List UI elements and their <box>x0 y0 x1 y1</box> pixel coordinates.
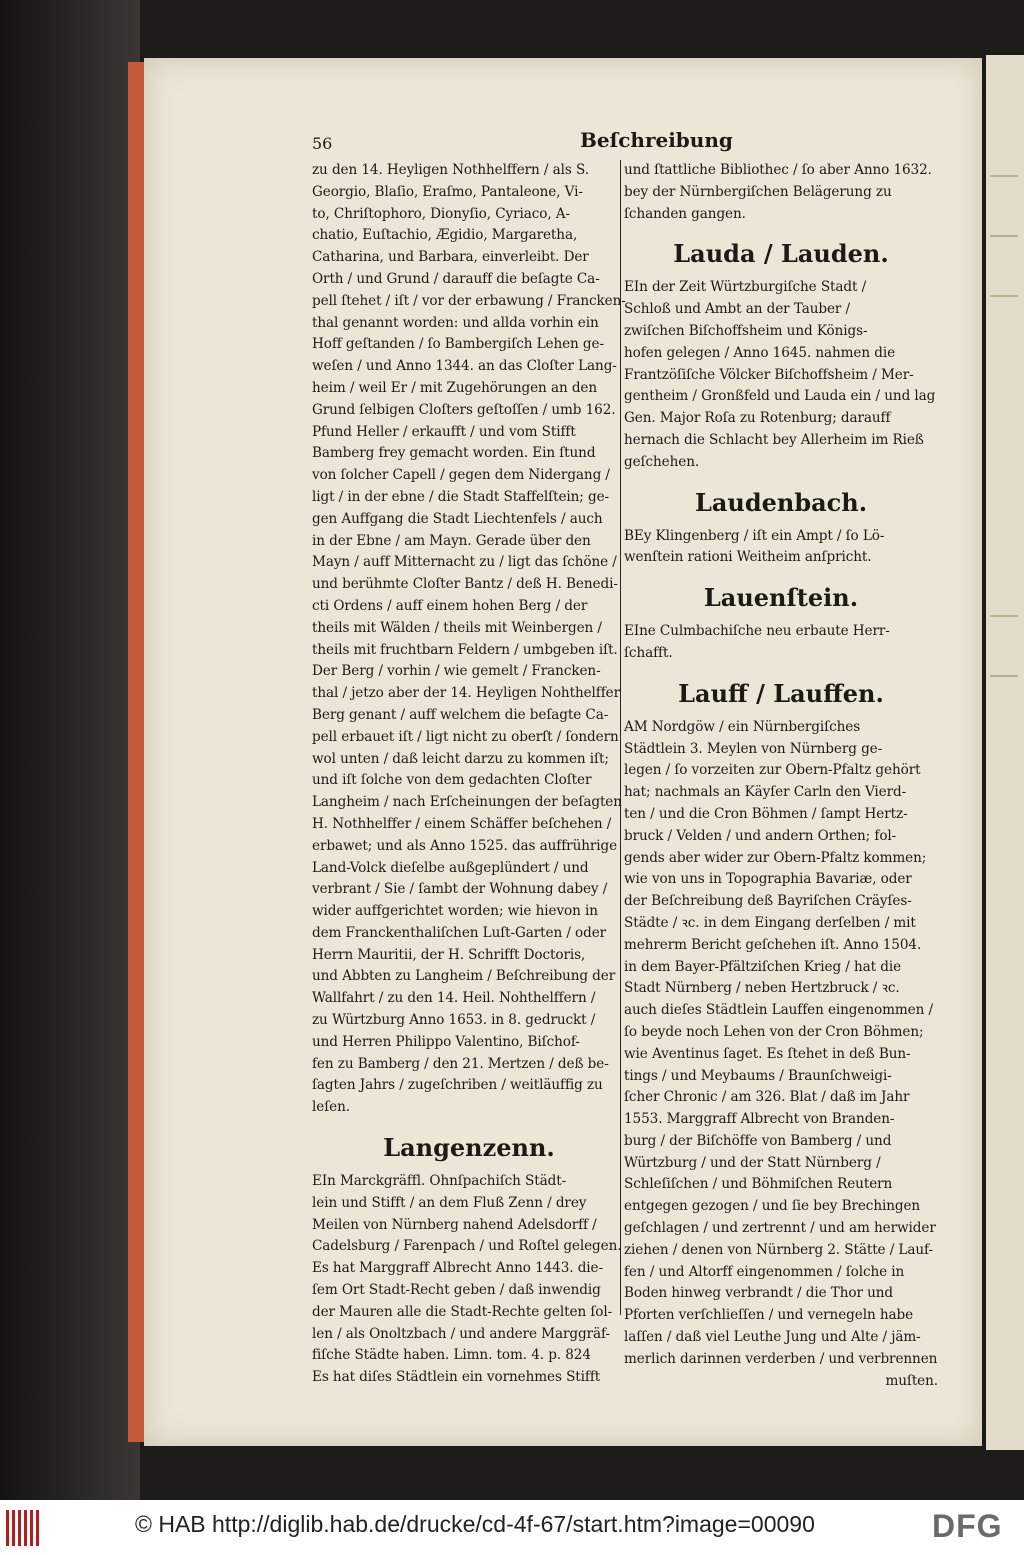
text-line: to, Chriſtophoro, Dionyſio, Cyriaco, A- <box>312 205 570 222</box>
text-line: Land-Volck dieſelbe außgeplündert / und <box>312 859 589 876</box>
catchword-line: muſten. <box>885 1372 938 1389</box>
text-line: in dem Bayer-Pfältziſchen Krieg / hat die <box>624 958 902 975</box>
text-line: entgegen gezogen / und ſie bey Brechingen <box>624 1198 921 1215</box>
text-line: Städtlein 3. Meylen von Nürnberg ge- <box>624 740 883 757</box>
text-line: 1553. Marggraff Albrecht von Branden- <box>624 1111 895 1128</box>
heading-langenzenn: Langenzenn. <box>383 1133 555 1163</box>
text-line: BEy Klingenberg / iſt ein Ampt / ſo Lö- <box>624 527 885 544</box>
left-text-block-a <box>312 160 626 1119</box>
text-line: gentheim / Gronßfeld und Lauda ein / und lag <box>624 388 936 405</box>
text-line: ſcher Chronic / am 326. Blat / daß im Jahr <box>624 1089 910 1106</box>
text-line: Cadelsburg / Farenpach / und Roſtel gelegen. <box>312 1238 622 1255</box>
text-line: chatio, Euſtachio, Ægidio, Margaretha, <box>312 227 578 244</box>
left-text-block-b <box>312 1171 626 1389</box>
text-line: Gen. Major Roſa zu Rotenburg; darauff <box>624 410 891 427</box>
left-column <box>312 160 626 1389</box>
text-line: wider auffgerichtet worden; wie hievon in <box>312 903 598 920</box>
text-line: geſchehen. <box>624 453 700 470</box>
text-line: tings / und Meybaums / Braunſchweigi- <box>624 1067 892 1084</box>
text-line: Schloß und Ambt an der Tauber / <box>624 301 851 318</box>
text-line: pell erbauet iſt / ligt nicht zu oberſt / ſondern <box>312 728 619 745</box>
text-line: hernach die Schlacht bey Allerheim im Rieß <box>624 431 924 448</box>
text-line: bey der Nürnbergiſchen Belägerung zu <box>624 183 892 200</box>
text-line: Städte / ꝛc. in dem Eingang derſelben / mit <box>624 914 916 931</box>
text-line: Mayn / auff Mitternacht zu / ligt das ſchöne / <box>312 554 617 571</box>
text-line: zu Würtzburg Anno 1653. in 8. gedruckt / <box>312 1012 596 1029</box>
text-line: Catharina, und Barbara, einverleibt. Der <box>312 249 589 266</box>
text-line: ſchanden gangen. <box>624 205 746 222</box>
text-line: weſen / und Anno 1344. an das Cloſter Lang- <box>312 358 617 375</box>
text-line: EIn Marckgräffl. Ohnſpachiſch Städt- <box>312 1173 567 1190</box>
text-line: fen zu Bamberg / den 21. Mertzen / deß be- <box>312 1055 609 1072</box>
text-line: leſen. <box>312 1099 350 1116</box>
text-line: gen Auffgang die Stadt Liechtenfels / auch <box>312 510 603 527</box>
text-line: in der Ebne / am Mayn. Gerade über den <box>312 532 591 549</box>
text-line: gends aber wider zur Obern-Pfaltz kommen; <box>624 849 927 866</box>
right-text-block-e <box>624 717 938 1371</box>
text-line: der Beſchreibung deß Bayriſchen Cräyſes- <box>624 893 912 910</box>
text-line: Grund ſelbigen Cloſters geſtoſſen / umb 162. <box>312 401 616 418</box>
text-line: merlich darinnen verderben / und verbrennen <box>624 1350 938 1367</box>
text-line: lein und Stifft / an dem Fluß Zenn / drey <box>312 1194 587 1211</box>
page-number: 56 <box>312 134 333 153</box>
text-line: von ſolcher Capell / gegen dem Nidergang / <box>312 467 610 484</box>
text-line: theils mit fruchtbarn Feldern / umbgeben iſt. <box>312 641 618 658</box>
right-text-block-c <box>624 526 938 570</box>
text-line: dem Franckenthaliſchen Luſt-Garten / oder <box>312 924 607 941</box>
text-line: ligt / in der ebne / die Stadt Staffelſtein; ge- <box>312 488 610 505</box>
text-line: fen / und Altorff eingenommen / ſolche in <box>624 1263 905 1280</box>
text-line: EIn der Zeit Würtzburgiſche Stadt / <box>624 279 867 296</box>
text-line: erbawet; und als Anno 1525. das auffrührige <box>312 837 618 854</box>
text-line: ziehen / denen von Nürnberg 2. Stätte / Lauf- <box>624 1241 933 1258</box>
text-line: Bamberg frey gemacht worden. Ein ſtund <box>312 445 596 462</box>
text-line: Meilen von Nürnberg nahend Adelsdorff / <box>312 1216 597 1233</box>
text-line: Berg genant / auff welchem die beſagte Ca- <box>312 706 609 723</box>
hab-logo-icon <box>6 1510 46 1546</box>
heading-lauda: Lauda / Lauden. <box>673 239 889 269</box>
text-line: EIne Culmbachiſche neu erbaute Herr- <box>624 623 890 640</box>
text-line: H. Nothhelffer / einem Schäffer beſchehen / <box>312 815 612 832</box>
text-line: Frantzöſiſche Völcker Biſchoffsheim / Mer- <box>624 366 914 383</box>
text-line: und Herren Philippo Valentino, Biſchof- <box>312 1033 580 1050</box>
text-line: Herrn Mauritii, der H. Schrifft Doctoris, <box>312 946 586 963</box>
text-line: der Mauren alle die Stadt-Rechte gelten ſol- <box>312 1303 613 1320</box>
text-line: Wallfahrt / zu den 14. Heil. Nohthelffern / <box>312 990 596 1007</box>
text-line: ſchafft. <box>624 644 673 661</box>
text-line: Hoff geſtanden / ſo Bambergiſch Lehen ge- <box>312 336 604 353</box>
heading-laudenbach: Laudenbach. <box>694 487 868 517</box>
text-line: fiſche Städte haben. Limn. tom. 4. p. 824 <box>312 1347 591 1364</box>
text-line: Pfund Heller / erkaufft / und vom Stifft <box>312 423 576 440</box>
text-line: wie Aventinus ſaget. Es ſtehet in deß Bun- <box>624 1045 911 1062</box>
heading-lauenstein: Lauenſtein. <box>703 583 859 613</box>
text-line: ten / und die Cron Böhmen / ſampt Hertz- <box>624 805 908 822</box>
text-line: und berühmte Cloſter Bantz / deß H. Benedi- <box>312 576 618 593</box>
text-line: Boden hinweg verbrandt / die Thor und <box>624 1285 893 1302</box>
right-text-block-b <box>624 277 938 473</box>
text-line: Langheim / nach Erſcheinungen der beſagten <box>312 794 622 811</box>
text-line: geſchlagen / und zertrennt / und am herwider <box>624 1220 936 1237</box>
text-line: und Abbten zu Langheim / Beſchreibung der <box>312 968 616 985</box>
heading-lauff: Lauff / Lauffen. <box>678 678 884 708</box>
text-line: thal / jetzo aber der 14. Heyligen Nohthelffer <box>312 685 621 702</box>
text-line: laſſen / daß viel Leuthe Jung und Alte / jäm- <box>624 1329 921 1346</box>
text-line: und iſt ſolche von dem gedachten Cloſter <box>312 772 592 789</box>
text-line: auch dieſes Städtlein Lauffen eingenommen / <box>624 1002 933 1019</box>
text-line: thal genannt worden: und allda vorhin ein <box>312 314 599 331</box>
right-column <box>624 160 938 1392</box>
text-line: Es hat diſes Städtlein ein vornehmes Stifft <box>312 1369 601 1386</box>
text-line: mehrerm Bericht geſchehen iſt. Anno 1504. <box>624 936 922 953</box>
dfg-logo: DFG <box>932 1508 1003 1544</box>
previous-page-edge <box>0 0 140 1500</box>
text-line: burg / der Biſchöffe von Bamberg / und <box>624 1132 892 1149</box>
text-line: hofen gelegen / Anno 1645. nahmen die <box>624 344 896 361</box>
text-line: und ſtattliche Bibliothec / ſo aber Anno 1632. <box>624 162 932 178</box>
text-line: AM Nordgöw / ein Nürnbergiſches <box>624 718 861 735</box>
text-line: wie von uns in Topographia Bavariæ, oder <box>624 871 912 888</box>
text-line: Der Berg / vorhin / wie gemelt / Francken- <box>312 663 601 680</box>
viewer-footer <box>0 1500 1024 1555</box>
copyright-url[interactable]: © HAB http://diglib.hab.de/drucke/cd-4f-67/start.htm?image=00090 <box>135 1511 815 1537</box>
text-line: ſo beyde noch Lehen von der Cron Böhmen; <box>624 1023 924 1040</box>
text-line: Schleſiſchen / und Böhmiſchen Reutern <box>624 1176 893 1193</box>
text-line: heim / weil Er / mit Zugehörungen an den <box>312 379 598 396</box>
text-line: Pforten verſchlieſſen / und vernegeln habe <box>624 1307 914 1324</box>
right-text-block-d <box>624 621 938 665</box>
text-line: zwiſchen Biſchoffsheim und Königs- <box>624 322 868 339</box>
text-line: cti Ordens / auff einem hohen Berg / der <box>312 597 588 614</box>
text-line: zu den 14. Heyligen Nothhelffern / als S. <box>312 162 589 178</box>
text-line: Stadt Nürnberg / neben Hertzbruck / ꝛc. <box>624 980 900 997</box>
text-line: Orth / und Grund / darauff die beſagte Ca- <box>312 270 600 287</box>
text-line: pell ſtehet / iſt / vor der erbawung / Francken- <box>312 292 626 309</box>
text-line: hat; nachmals an Käyſer Carln den Vierd- <box>624 784 907 801</box>
text-line: Es hat Marggraff Albrecht Anno 1443. die- <box>312 1260 603 1277</box>
text-line: theils mit Wälden / theils mit Weinbergen / <box>312 619 602 636</box>
text-line: wol unten / daß leicht darzu zu kommen iſt; <box>312 750 609 767</box>
text-line: bruck / Velden / und andern Orthen; fol- <box>624 827 897 844</box>
running-head: Beſchreibung <box>580 128 733 152</box>
text-line: Würtzburg / und der Statt Nürnberg / <box>624 1154 881 1171</box>
text-line: wenſtein rationi Weitheim anſpricht. <box>624 549 872 566</box>
text-line: legen / ſo vorzeiten zur Obern-Pfaltz gehört <box>624 762 921 779</box>
text-line: len / als Onoltzbach / und andere Marggräf- <box>312 1325 610 1342</box>
text-line: ſagten Jahrs / zugeſchriben / weitläuffig zu <box>312 1077 603 1094</box>
text-line: verbrant / Sie / ſambt der Wohnung dabey / <box>312 881 608 898</box>
text-line: Georgio, Blaſio, Eraſmo, Pantaleone, Vi- <box>312 183 583 200</box>
book-cover-edge <box>128 62 144 1442</box>
right-text-block-a <box>624 160 938 225</box>
text-line: ſem Ort Stadt-Recht geben / daß inwendig <box>312 1282 601 1299</box>
next-page-edge <box>986 55 1024 1450</box>
